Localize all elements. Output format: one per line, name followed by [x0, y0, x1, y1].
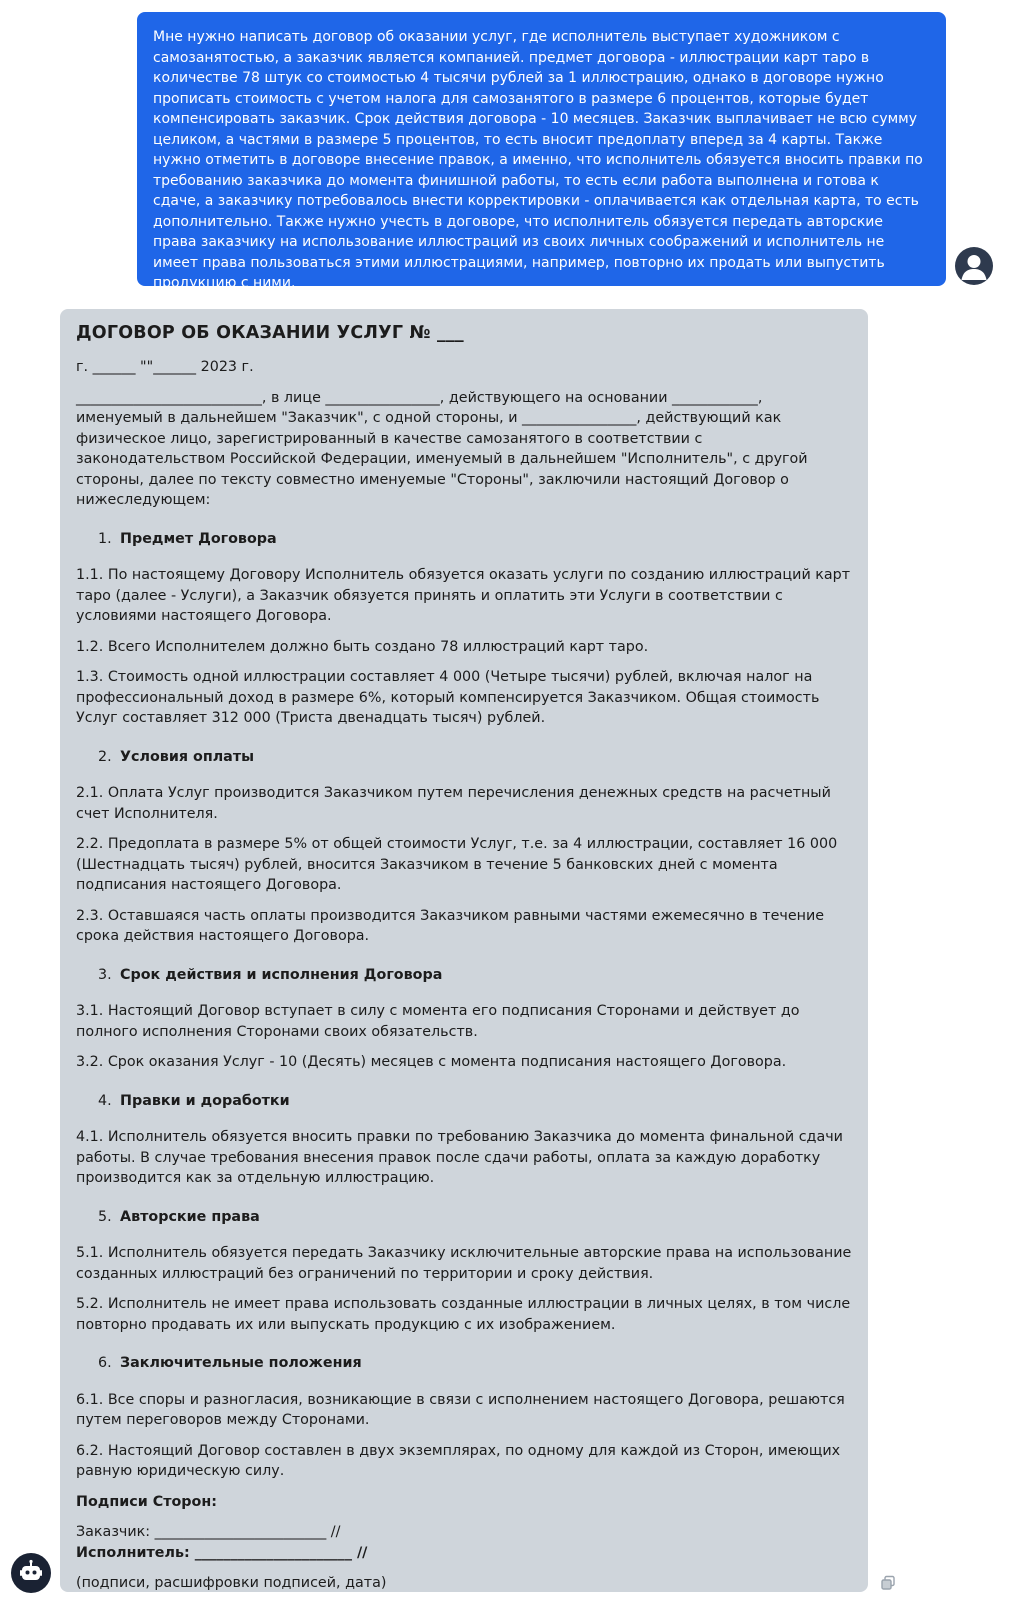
customer-signature-line: Заказчик: ________________________ // [76, 1524, 341, 1540]
clause: 6.1. Все споры и разногласия, возникающие в связи с исполнением настоящего Договора, решаются путем переговоров между Сторонами. [76, 1391, 845, 1428]
user-message-bubble [137, 12, 946, 291]
clause: 2.1. Оплата Услуг производится Заказчиком путем перечисления денежных средств на расчетный счет Исполнителя. [76, 785, 831, 822]
clause: 1.2. Всего Исполнителем должно быть создано 78 иллюстраций карт таро. [76, 638, 649, 655]
section-heading [76, 1091, 852, 1112]
clause: 5.2. Исполнитель не имеет права использовать созданные иллюстрации в личных целях, в том числе повторно продавать их или выпускать продукцию с их изображением. [76, 1296, 851, 1333]
clause: 4.1. Исполнитель обязуется вносить правки по требованию Заказчика до момента финальной сдачи работы. В случае требования внесения правок после сдачи работы, оплата за каждую доработку производится как за отдельную иллюстрацию. [76, 1129, 843, 1186]
clause: 2.2. Предоплата в размере 5% от общей стоимости Услуг, т.е. за 4 иллюстрации, составляет 16 000 (Шестнадцать тысяч) рублей, вносится Заказчиком в течение 5 банковских дней с момента подписания настоящего Договора. [76, 836, 838, 893]
contract-section [76, 965, 852, 1073]
section-number: 2. [98, 748, 112, 765]
section-heading [76, 965, 852, 986]
section-heading [76, 747, 852, 768]
copy-icon[interactable] [880, 1575, 896, 1591]
section-number: 5. [98, 1208, 112, 1225]
section-heading [76, 1207, 852, 1228]
user-avatar-icon[interactable] [955, 247, 993, 285]
section-title: Условия оплаты [120, 748, 255, 765]
section-heading [76, 529, 852, 550]
contract-title: ДОГОВОР ОБ ОКАЗАНИИ УСЛУГ № ___ [76, 323, 464, 343]
contract-section [76, 1353, 852, 1482]
clause: 6.2. Настоящий Договор составлен в двух экземплярах, по одному для каждой из Сторон, имеющих равную юридическую силу. [76, 1442, 841, 1479]
clause: 2.3. Оставшаяся часть оплаты производится Заказчиком равными частями ежемесячно в течение срока действия настоящего Договора. [76, 907, 825, 944]
robot-icon [11, 1553, 51, 1593]
clause: 1.1. По настоящему Договору Исполнитель обязуется оказать услуги по созданию иллюстраций карт таро (далее - Услуги), а Заказчик обязуется принять и оплатить эти Услуги в соответствии с условиями настоящего Договора. [76, 567, 851, 624]
section-heading [76, 1353, 852, 1374]
contract-date-line: г. ______ ""______ 2023 г. [76, 359, 254, 375]
contract-section [76, 747, 852, 947]
section-number: 6. [98, 1355, 112, 1371]
assistant-message-bubble [60, 309, 868, 1592]
contract-preamble: __________________________, в лице ________________, действующего на основании ____________, именуемый в дальнейшем "Заказчик", с одной стороны, и ________________, действующий как физическое лицо, зарегистрированный в качестве самозанятого в соответствии с законодательством Российской Федерации, именуемый в дальнейшем "Исполнитель", с другой стороны, далее по тексту совместно именуемые "Стороны", заключили настоящий Договор о нижеследующем: [76, 389, 808, 508]
section-title: Предмет Договора [120, 530, 277, 547]
section-title: Правки и доработки [120, 1092, 290, 1109]
section-number: 3. [98, 966, 112, 983]
clause: 3.1. Настоящий Договор вступает в силу с момента его подписания Сторонами и действует до полного исполнения Сторонами своих обязательств. [76, 1003, 800, 1040]
signatures-note: (подписи, расшифровки подписей, дата) [76, 1575, 387, 1591]
clause: 3.2. Срок оказания Услуг - 10 (Десять) месяцев с момента подписания настоящего Договора. [76, 1054, 787, 1070]
section-title: Срок действия и исполнения Договора [120, 966, 443, 983]
signatures-title: Подписи Сторон: [76, 1493, 217, 1510]
contract-section [76, 1091, 852, 1189]
section-title: Авторские права [120, 1208, 260, 1225]
executor-signature-line: Исполнитель: ______________________ // [76, 1544, 368, 1561]
section-number: 4. [98, 1092, 112, 1109]
signatures-block [76, 1492, 852, 1594]
section-title: Заключительные положения [120, 1355, 362, 1371]
clause: 1.3. Стоимость одной иллюстрации составляет 4 000 (Четыре тысячи) рублей, включая налог на профессиональный доход в размере 6%, который компенсируется Заказчиком. Общая стоимость Услуг составляет 312 000 (Триста двенадцать тысяч) рублей. [76, 669, 820, 726]
contract-section [76, 1207, 852, 1336]
clause: 5.1. Исполнитель обязуется передать Заказчику исключительные авторские права на использование созданных иллюстраций без ограничений по территории и сроку действия. [76, 1245, 852, 1282]
contract-section [76, 529, 852, 729]
section-number: 1. [98, 530, 112, 547]
user-message-text: Мне нужно написать договор об оказании услуг, где исполнитель выступает художником с самозанятостью, а заказчик является компанией. предмет договора - иллюстрации карт таро в количестве 78 штук со стоимостью 4 тысячи рублей за 1 иллюстрацию, однако в договоре нужно прописать стоимость с учетом налога для самозанятого в размере 6 процентов, которые будет компенсировать заказчик. Срок действия договора - 10 месяцев. Заказчик выплачивает не всю сумму целиком, а частями в размере 5 процентов, то есть вносит предоплату вперед за 4 карты. Также нужно отметить в договоре внесение правок, а именно, что исполнитель обязуется вносить правки по требованию заказчика до момента финишной работы, то есть если работа выполнена и готова к сдаче, а заказчику потребовалось внести корректировки - оплачивается как отдельная карта, то есть дополнительно. Также нужно учесть в договоре, что исполнитель обязуется передать авторские права заказчику на использование иллюстраций из своих личных соображений и исполнитель не имеет права пользоваться этими иллюстрациями, например, повторно их продать или выпустить продукцию с ними. [153, 29, 923, 291]
